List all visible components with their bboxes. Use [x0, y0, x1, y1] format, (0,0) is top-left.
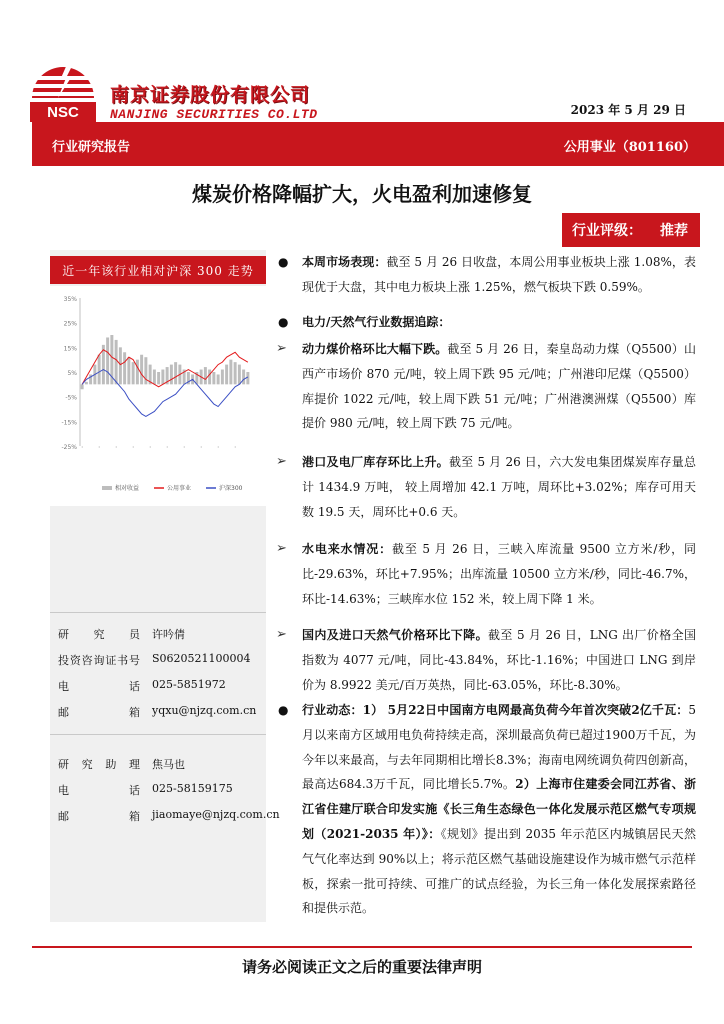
- y-tick-label: 5%: [67, 370, 77, 377]
- bar-relative: [204, 367, 207, 384]
- data-tracking-heading: ● 电力/天然气行业数据追踪：: [276, 310, 696, 335]
- rating-box: [562, 213, 700, 247]
- bar-relative: [161, 370, 164, 385]
- bar-relative: [246, 372, 249, 384]
- divider: [50, 612, 266, 613]
- analyst-email-row[interactable]: 邮箱 yqxu@njzq.com.cn: [58, 704, 257, 719]
- gas-price-item: ➢ 国内及进口天然气价格环比下降。截至 5 月 26 日，LNG 出厂价格全国指数为 4077 元/吨，同比-43.84%，环比-1.16%；中国进口 LNG 到岸价为 8.9922 美元/百万英热，同比-63.05%，环比-8.30%。: [276, 623, 696, 697]
- bar-relative: [242, 370, 245, 385]
- analyst-phone-row: 电话 025-5851972: [58, 678, 226, 693]
- report-type: 行业研究报告: [52, 140, 131, 155]
- bar-relative: [229, 360, 232, 385]
- hydro-item: ➢ 水电来水情况：截至 5 月 26 日，三峡入库流量 9500 立方米/秒，同比-29.63%，环比+7.95%；出库流量 10500 立方米/秒，同比-46.7%，环比-14.63%；三峡库水位 152 米，较上周下降 1 米。: [276, 537, 696, 611]
- arrow-icon: ➢: [276, 627, 287, 642]
- analyst-cert-row: 投资咨询证书号 S0620521100004: [58, 652, 251, 667]
- bullet-icon: ●: [278, 255, 289, 269]
- bar-relative: [140, 355, 143, 385]
- chart-area: [50, 286, 266, 506]
- company-name-cn: 南京证券股份有限公司: [110, 84, 311, 106]
- market-section: ● 本周市场表现：截至 5 月 26 日收盘，本周公用事业板块上涨 1.08%，表现优于大盘，其中电力板块上涨 1.25%，燃气板块下跌 0.59%。: [276, 250, 696, 300]
- footer-divider: [32, 946, 692, 948]
- assistant-phone-row: 电话 025-58159175: [58, 782, 233, 797]
- bar-relative: [225, 365, 228, 385]
- legal-notice[interactable]: 请务必阅读正文之后的重要法律声明: [241, 958, 482, 976]
- logo-text: NSC: [47, 104, 79, 121]
- legend-swatch: [102, 486, 112, 490]
- company-name-en: NANJING SECURITIES CO.LTD: [110, 107, 318, 122]
- bar-relative: [208, 370, 211, 385]
- bar-relative: [106, 337, 109, 384]
- relative-performance-chart: [50, 286, 266, 506]
- arrow-icon: ➢: [276, 541, 287, 556]
- nsc-logo-icon: [28, 58, 98, 124]
- y-tick-label: -15%: [61, 419, 77, 427]
- bar-relative: [123, 352, 126, 384]
- y-tick-label: -25%: [61, 444, 77, 451]
- bar-relative: [132, 362, 135, 384]
- report-date: 2023 年 5 月 29 日: [570, 103, 686, 117]
- legend-label: 相对收益: [115, 485, 140, 492]
- bar-relative: [98, 355, 101, 385]
- bar-relative: [153, 370, 156, 385]
- industry-news-section: ● 行业动态：1） 5月22日中国南方电网最高负荷今年首次突破2亿千瓦：5月以来南方区域用电负荷持续走高，深圳最高负荷已超过1900万千瓦，为今年以来最高，与去年同期相比增长8.3%；海南电网统调负荷四创新高，最高达684.3万千瓦，同比增长5.7%。2）上海市住建委会同江苏省、浙江省住建厅联合印发实施《长三角生态绿色一体化发展示范区燃气专项规划（2021-2035 年）》：《规划》提出到 2035 年示范区内城镇居民天然气气化率达到 90%以上；将示范区燃气基础设施建设作为城市燃气示范样板，探索一批可持续、可推广的试点经验，为长三角一体化发展探索路径和提供示范。: [276, 698, 696, 921]
- y-tick-label: 25%: [63, 320, 77, 328]
- bullet-icon: ●: [278, 315, 289, 329]
- chart-title: 近一年该行业相对沪深 300 走势: [50, 256, 266, 284]
- assistant-name-row: 研究助理 焦马也: [58, 758, 185, 771]
- rating-label: 行业评级：: [572, 223, 642, 239]
- bar-relative: [115, 340, 118, 384]
- header-bar: [32, 122, 724, 166]
- bar-relative: [217, 374, 220, 384]
- bar-relative: [127, 357, 130, 384]
- bar-relative: [174, 362, 177, 384]
- report-title: 煤炭价格降幅扩大，火电盈利加速修复: [192, 182, 532, 206]
- arrow-icon: ➢: [276, 454, 287, 469]
- bar-relative: [221, 370, 224, 385]
- rating-value: 推荐: [660, 223, 688, 239]
- bar-relative: [212, 372, 215, 384]
- arrow-icon: ➢: [276, 341, 287, 356]
- assistant-email-row[interactable]: 邮箱 jiaomaye@njzq.com.cn: [58, 808, 280, 823]
- bar-relative: [119, 347, 122, 384]
- legend-label: 沪深300: [219, 485, 243, 492]
- y-tick-label: 35%: [63, 296, 77, 303]
- y-tick-label: 15%: [63, 345, 77, 353]
- divider: [50, 734, 266, 735]
- bar-relative: [170, 365, 173, 385]
- analyst-name-row: 研究员 许吟倩: [58, 628, 185, 641]
- y-tick-label: -5%: [65, 394, 77, 402]
- bullet-icon: ●: [278, 703, 289, 717]
- bar-relative: [81, 384, 84, 389]
- bar-relative: [234, 362, 237, 384]
- bar-relative: [238, 365, 241, 385]
- inventory-item: ➢ 港口及电厂库存环比上升。截至 5 月 26 日，六大发电集团煤炭库存量总计 1434.9 万吨， 较上周增加 42.1 万吨，周环比+3.02%；库存可用天数 19.5 天，周环比+0.6 天。: [276, 450, 696, 524]
- bar-relative: [85, 382, 88, 384]
- sidebar: [50, 250, 280, 922]
- bar-relative: [136, 360, 139, 385]
- coal-price-item: ➢ 动力煤价格环比大幅下跌。截至 5 月 26 日，秦皇岛动力煤（Q5500）山西产市场价 870 元/吨，较上周下跌 95 元/吨；广州港印尼煤（Q5500）库提价 1022 元/吨，较上周下跌 51 元/吨；广州港澳洲煤（Q5500）库提价 980 元/吨，较上周下跌 75 元/吨。: [276, 337, 696, 436]
- bar-relative: [157, 372, 160, 384]
- industry-code: 公用事业（801160）: [563, 140, 696, 155]
- legend-label: 公用事业: [167, 485, 192, 492]
